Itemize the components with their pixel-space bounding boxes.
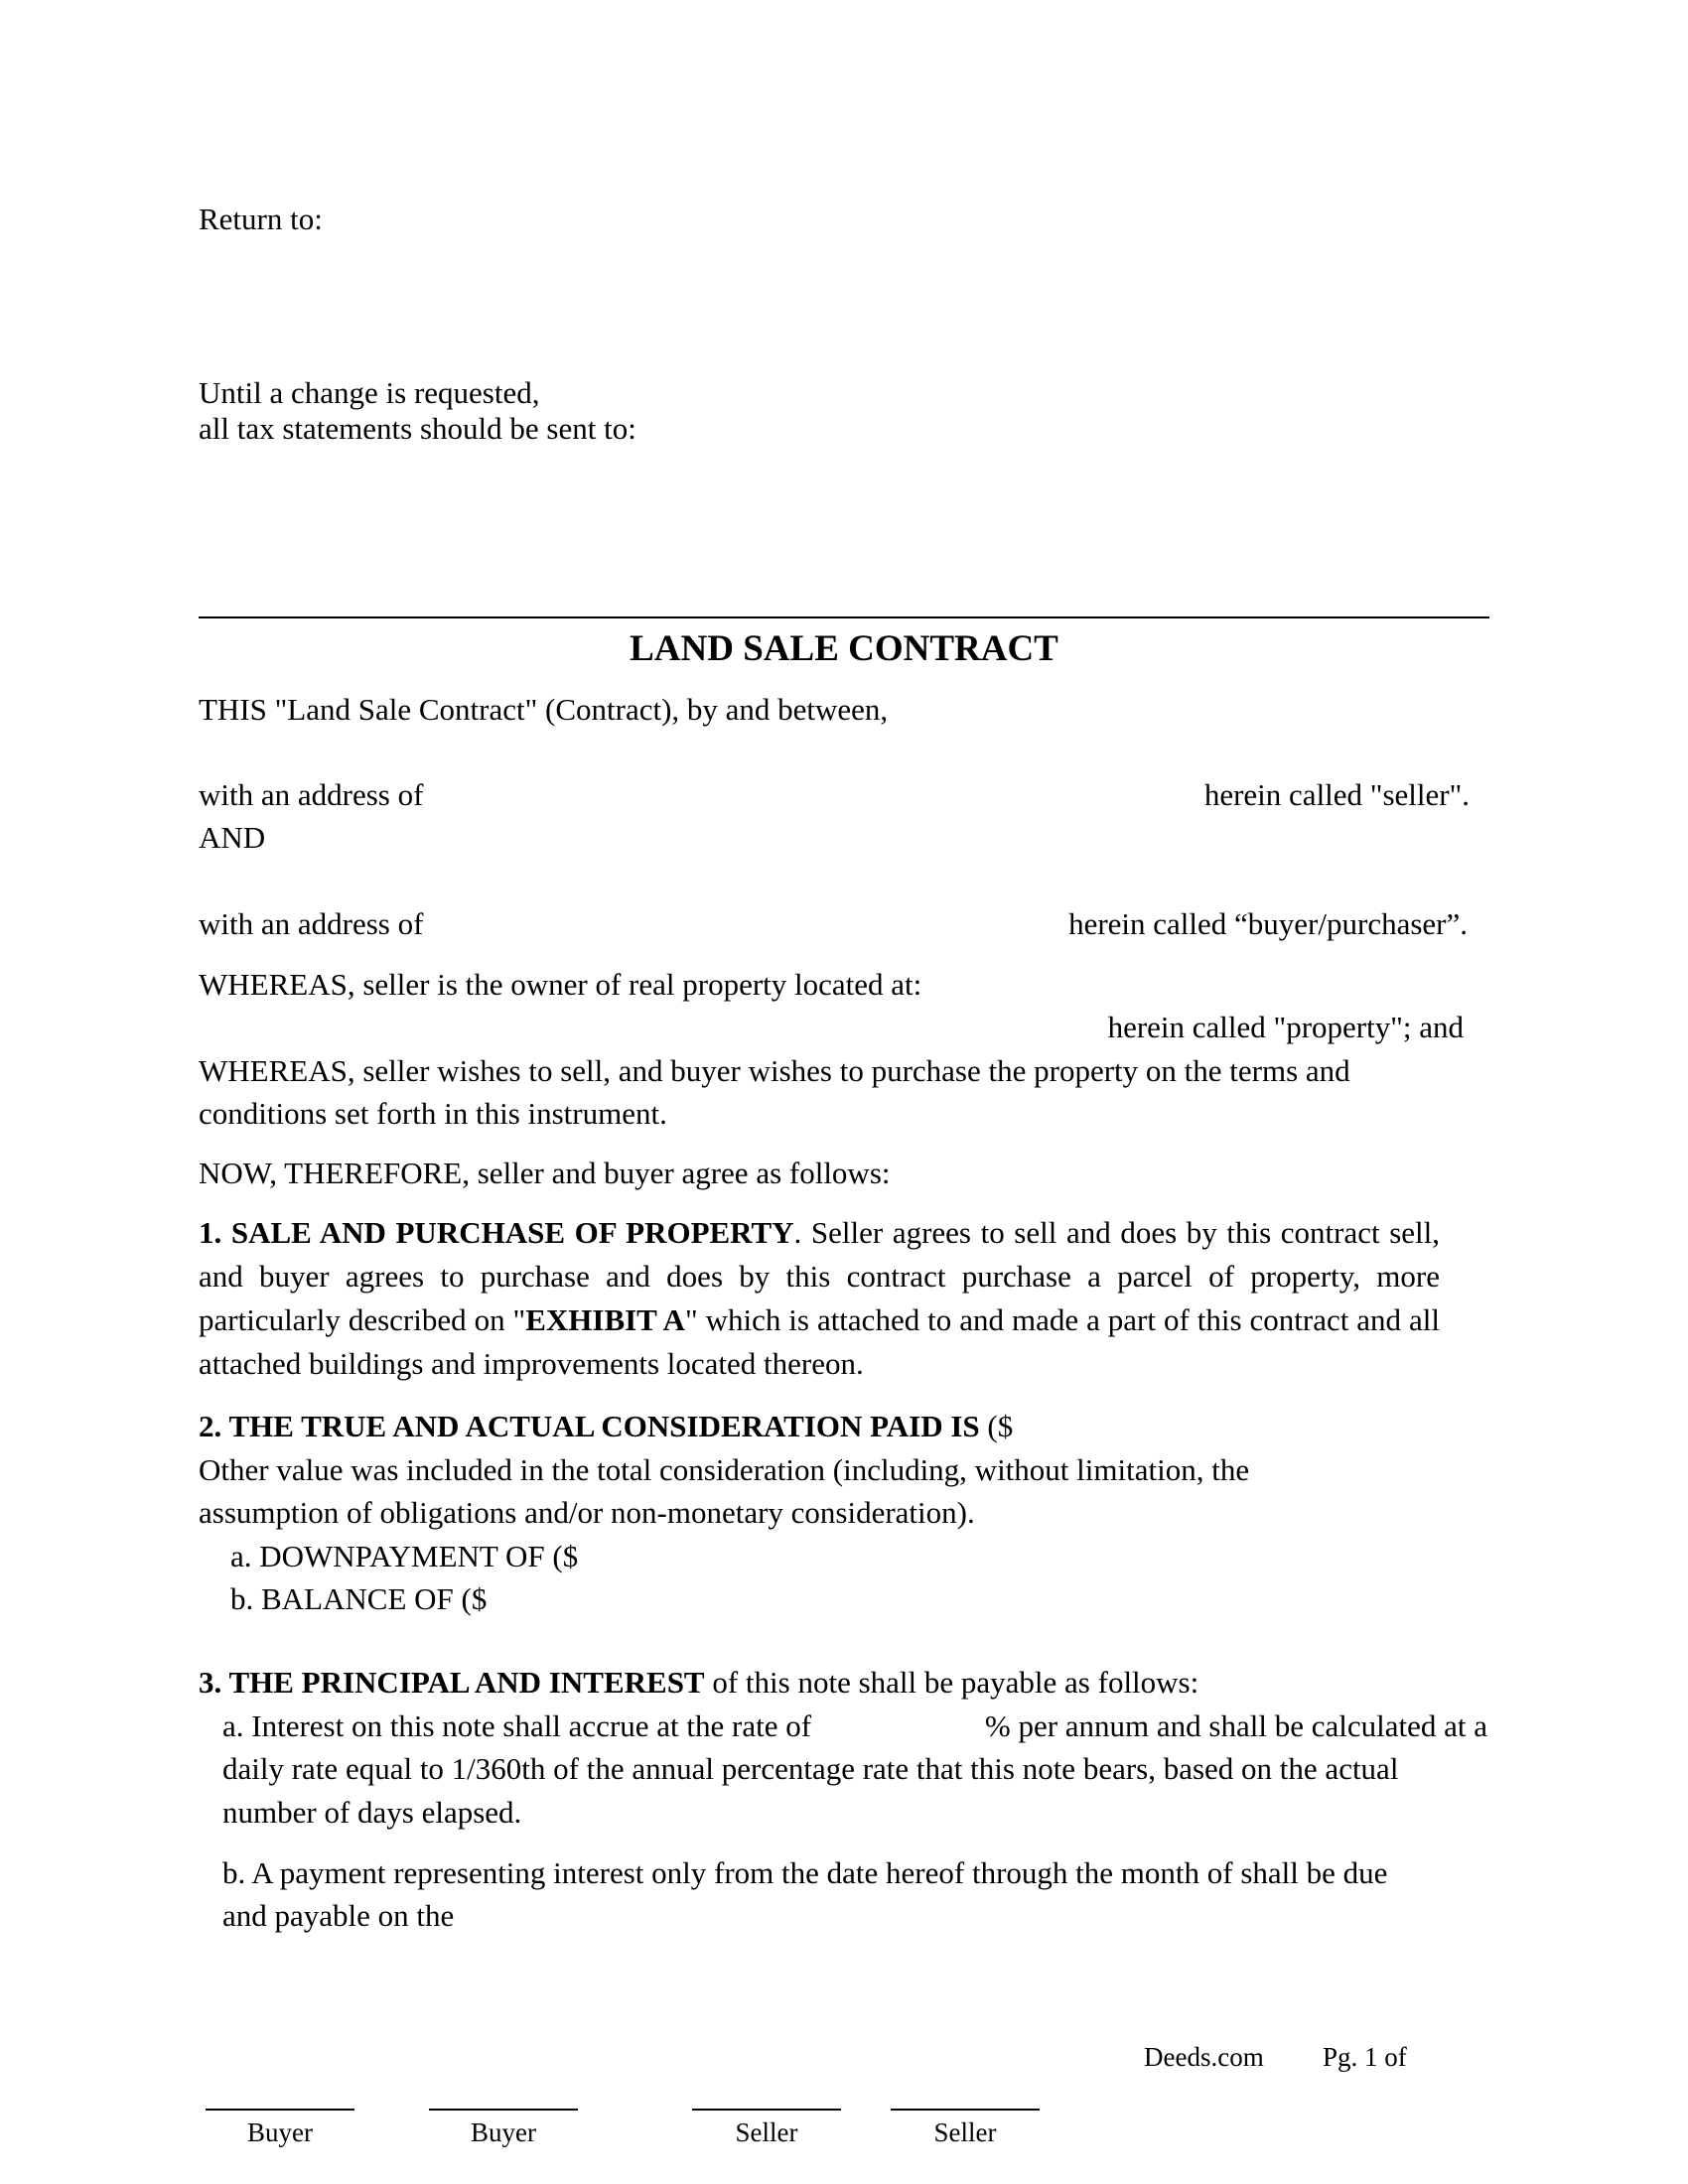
return-to-label: Return to: (199, 202, 323, 236)
seller-called-label: herein called "seller". (1203, 777, 1470, 812)
downpayment-line: a. DOWNPAYMENT OF ($ (230, 1539, 579, 1573)
exhibit-a-reference: EXHIBIT A (525, 1302, 685, 1337)
signature-seller-1: Seller (692, 2109, 841, 2152)
section-1-text-b: " which is attached to and made a part of this contract and all attached buildings and improvements located thereon. (199, 1302, 1440, 1381)
page-title: LAND SALE CONTRACT (630, 628, 1058, 669)
interest-rate-line-right: % per annum and shall be calculated at a (984, 1708, 1487, 1743)
section-1-heading: 1. SALE AND PURCHASE OF PROPERTY (199, 1215, 794, 1250)
section-2-heading-line (199, 1405, 1013, 1448)
interest-only-payment-line-2: and payable on the (222, 1898, 455, 1933)
interest-daily-rate-line: daily rate equal to 1/360th of the annual percentage rate that this note bears, based on the actual (222, 1751, 1399, 1786)
title-divider (199, 616, 1489, 618)
other-value-line-1: Other value was included in the total consideration (including, without limitation, the (199, 1452, 1250, 1487)
interest-days-line: number of days elapsed. (222, 1795, 522, 1830)
signature-buyer-2: Buyer (429, 2109, 578, 2152)
other-value-line-2: assumption of obligations and/or non-monetary consideration). (199, 1495, 975, 1530)
section-3-heading-rest: of this note shall be payable as follows: (704, 1665, 1199, 1700)
signature-seller-2: Seller (891, 2109, 1040, 2152)
section-1-paragraph (199, 1211, 1440, 1386)
whereas-sell-line-2: conditions set forth in this instrument. (199, 1096, 667, 1131)
interest-only-payment-line-1: b. A payment representing interest only from the date hereof through the month of shall be due (222, 1855, 1388, 1890)
buyer-called-label: herein called “buyer/purchaser”. (1068, 906, 1468, 941)
footer-site: Deeds.com (1144, 2042, 1264, 2072)
section-3-heading-line (199, 1661, 1198, 1705)
balance-line: b. BALANCE OF ($ (230, 1581, 488, 1616)
whereas-sell-line-1: WHEREAS, seller wishes to sell, and buyer wishes to purchase the property on the terms and (199, 1053, 1350, 1088)
section-2-dollar: ($ (979, 1409, 1014, 1443)
section-1-text-a: . Seller agrees to sell and does by this contract sell, and buyer agrees to purchase and does by this contract purchase a parcel of property, more particularly described on " (199, 1215, 1440, 1337)
buyer-address-label: with an address of (199, 906, 424, 941)
contract-intro: THIS "Land Sale Contract" (Contract), by and between, (199, 692, 889, 727)
property-called-label: herein called "property"; and (1107, 1010, 1464, 1044)
section-3-heading: 3. THE PRINCIPAL AND INTEREST (199, 1665, 705, 1700)
seller-address-label: with an address of (199, 777, 424, 812)
now-therefore: NOW, THEREFORE, seller and buyer agree as follows: (199, 1156, 891, 1190)
tax-statement-line-2: all tax statements should be sent to: (199, 411, 636, 446)
interest-rate-line-left: a. Interest on this note shall accrue at the rate of (222, 1708, 812, 1743)
whereas-owner: WHEREAS, seller is the owner of real property located at: (199, 967, 922, 1002)
and-label: AND (199, 820, 266, 855)
signature-buyer-1: Buyer (206, 2109, 354, 2152)
footer-page-number: Pg. 1 of (1323, 2042, 1407, 2072)
tax-statement-line-1: Until a change is requested, (199, 375, 540, 410)
section-2-heading: 2. THE TRUE AND ACTUAL CONSIDERATION PAID IS (199, 1409, 980, 1443)
